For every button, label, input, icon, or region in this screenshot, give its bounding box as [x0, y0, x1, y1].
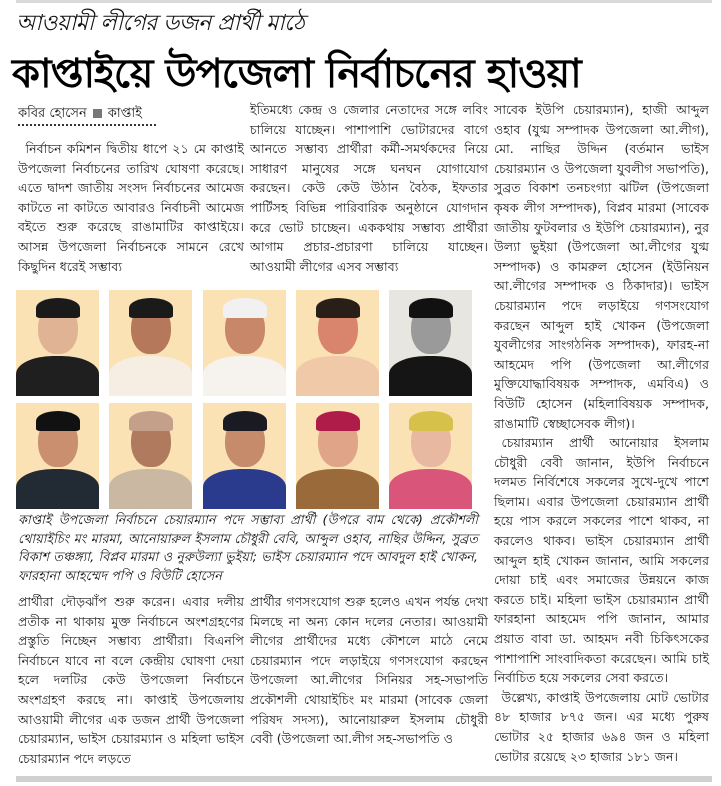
paragraph: প্রার্থীর গণসংযোগ শুরু হলেও এখন পর্যন্ত দেখা মিলছে না অন্য কোন দলের নেতার। আওয়ামী লীগের প্রার্থীদের মধ্যে কৌশলে মাঠে নেমে চেয়ারম্যান পদে লড়াইয়ে গণসংযোগ করছেন উপজেলা আ.লীগের সিনিয়র সহ-সভাপতি প্রকৌশলী থোয়াইচিং মং মারমা (সাবেক জেলা পরিষদ সদস্য), আনোয়ারুল ইসলাম চৌধুরী বেবী (উপজেলা আ.লীগ সহ-সভাপতি ও — [250, 594, 488, 747]
paragraph: চেয়ারম্যান প্রার্থী আনোয়ার ইসলাম চৌধুরী বেবী জানান, ইউপি নির্বাচনে দলমত নির্বিশেষে সকলের সুখে-দুখে পাশে ছিলাম। এবার উপজেলা চেয়ারম্যান প্রার্থী হয়ে পাস করলে সকলের পাশে থাকব, না করলেও থাকব। ভাইস চেয়ারম্যান প্রার্থী আব্দুল হাই খোকন জানান, আমি সকলের দোয়া চাই এবং সমাজের উন্নয়নে কাজ করতে চাই। মহিলা ভাইস চেয়ারম্যান প্রার্থী ফারহানা আহমেদ পপি জানান, আমার প্রয়াত বাবা ডা. আহমদ নবী চিকিৎসকের পাশাপাশি সাংবাদিকতা করেছেন। আমি চাই নির্বাচিত হয়ে সকলের সেবা করতে। — [494, 435, 709, 686]
candidate-photo — [16, 290, 99, 396]
dotted-divider — [18, 124, 156, 126]
candidate-photo — [109, 290, 192, 396]
attire — [16, 356, 99, 396]
hair — [409, 411, 453, 431]
paragraph: প্রার্থীরা দৌড়ঝাঁপ শুরু করেন। এবার দলীয় প্রতীক না থাকায় মুক্ত নির্বাচনে অংশগ্রহণের প্রস্তুতি নিচ্ছেন সম্ভাব্য প্রার্থীরা। বিএনপি নির্বাচনে যাবে না বলে কেন্দ্রীয় ঘোষণা দেয়া হলে দলটির কেউ উপজেলা নির্বাচনে অংশগ্রহণ করছে না। কাপ্তাই উপজেলায় আওয়ামী লীগের এক ডজন প্রার্থী উপজেলা চেয়ারম্যান, ভাইস চেয়ারম্যান ও মহিলা ভাইস চেয়ারম্যান পদে লড়তে — [18, 594, 244, 766]
candidate-photo — [203, 403, 286, 509]
attire — [203, 356, 286, 396]
paragraph: উল্লেখ্য, কাপ্তাই উপজেলায় মোট ভোটার ৪৮ হাজার ৮৭৫ জন। এর মধ্যে পুরুষ ভোটার ২৫ হাজার ৬৯৪ জন ও মহিলা ভোটার রয়েছে ২৩ হাজার ১৮১ জন। — [494, 689, 709, 764]
paragraph: ইতিমধ্যে কেন্দ্র ও জেলার নেতাদের সঙ্গে লবিং চালিয়ে যাচ্ছেন। পাশাপাশি ভোটারদের বাগে আনতে সম্ভাব্য প্রার্থীরা কর্মী-সমর্থকদের নিয়ে সাধারণ মানুষের সঙ্গে ঘনঘন যোগাযোগ করছেন। কেউ কেউ উঠান বৈঠক, ইফতার পার্টিসহ বিভিন্ন পারিবারিক অনুষ্ঠানে যোগদান করে ভোট চাচ্ছেন। এককথায় সম্ভাব্য প্রার্থীরা আগাম প্রচার-প্রচারণা চালিয়ে যাচ্ছেন। আওয়ামী লীগের এসব সম্ভাব্য — [250, 102, 488, 274]
candidate-photo-grid — [16, 290, 476, 512]
paragraph: সাবেক ইউপি চেয়ারম্যান), হাজী আব্দুল ওহাব (যুগ্ম সম্পাদক উপজেলা আ.লীগ), মো. নাছির উদ্দিন (বর্তমান ভাইস চেয়ারম্যান ও উপজেলা যুবলীগ সভাপতি), সুব্রত বিকাশ তনচংগ্যা ঝটিল (উপজেলা কৃষক লীগ সম্পাদক), বিপ্লব মারমা (সাবেক জাতীয় ফুটবলার ও ইউপি চেয়ারম্যান), নুর উল্যা ভুইয়া (উপজেলা আ.লীগের যুগ্ম সম্পাদক) ও কামরুল হোসেন (ইউনিয়ন আ.লীগের সম্পাদক ও ঠিকাদার)। ভাইস চেয়ারম্যান পদে লড়াইয়ে গণসংযোগ করছেন আব্দুল হাই খোকন (উপজেলা যুবলীগের সাংগঠনিক সম্পাদক), ফারহ-না আহমেদ পপি (উপজেলা আ.লীগের মুক্তিযোদ্ধাবিষয়ক সম্পাদক, এমবিএ) ও বিউটি হোসেন (মহিলাবিষয়ক সম্পাদক, রাঙামাটি স্বেচ্ছাসেবক লীগ)। — [494, 102, 709, 431]
attire — [109, 469, 192, 509]
column-1-top — [18, 139, 244, 276]
top-rule — [16, 0, 712, 3]
attire — [203, 469, 286, 509]
candidate-photo — [16, 403, 99, 509]
attire — [296, 469, 379, 509]
attire — [16, 469, 99, 509]
column-3 — [494, 100, 709, 766]
candidate-photo — [109, 403, 192, 509]
hair — [223, 298, 267, 318]
column-2-top — [250, 100, 488, 276]
byline-location: কাপ্তাই — [107, 106, 142, 121]
candidate-photo — [389, 403, 472, 509]
photo-caption: কাপ্তাই উপজেলা নির্বাচনে চেয়ারম্যান পদে সম্ভাব্য প্রার্থী (উপরে বাম থেকে) প্রকৌশলী থোয়াইচিং মং মারমা, আনোয়ারুল ইসলাম চৌধুরী বেবি, আব্দুল ওহাব, নাছির উদ্দিন, সুব্রত বিকাশ তঞ্চঙ্গ্যা, বিপ্লব মারমা ও নুরুউল্যা ভুইয়া; ভাইস চেয়ারম্যান পদে আবদুল হাই খোকন, ফারহানা আহম্মেদ পপি ও বিউটি হোসেন — [18, 513, 478, 584]
hair — [36, 411, 80, 431]
hair — [129, 411, 173, 431]
attire — [389, 469, 472, 509]
hair — [223, 411, 267, 431]
hair — [36, 298, 80, 318]
column-1-bottom — [18, 592, 244, 768]
column-2-bottom — [250, 592, 488, 749]
candidate-photo — [203, 290, 286, 396]
hair — [409, 298, 453, 318]
attire — [389, 356, 472, 396]
square-bullet-icon — [93, 109, 102, 118]
byline-author: কবির হোসেন — [18, 106, 87, 121]
hair — [316, 411, 360, 431]
attire — [109, 356, 192, 396]
bottom-rule — [16, 776, 712, 782]
hair — [129, 298, 173, 318]
byline — [18, 104, 142, 125]
article-kicker: আওয়ামী লীগের ডজন প্রার্থী মাঠে — [16, 11, 305, 36]
paragraph: নির্বাচন কমিশন দ্বিতীয় ধাপে ২১ মে কাপ্তাই উপজেলা নির্বাচনের তারিখ ঘোষণা করেছে। এতে দ্বাদশ জাতীয় সংসদ নির্বাচনের আমেজ কাটতে না কাটতে আবারও নির্বাচনী আমেজ বইতে শুরু করেছে রাঙামাটির কাপ্তাইয়ে। আসন্ন উপজেলা নির্বাচনকে সামনে রেখে কিছুদিন ধরেই সম্ভাব্য — [18, 141, 244, 274]
candidate-photo — [296, 403, 379, 509]
article-headline: কাপ্তাইয়ে উপজেলা নির্বাচনের হাওয়া — [12, 51, 581, 97]
attire — [296, 356, 379, 396]
candidate-photo — [389, 290, 472, 396]
candidate-photo — [296, 290, 379, 396]
hair — [316, 298, 360, 318]
